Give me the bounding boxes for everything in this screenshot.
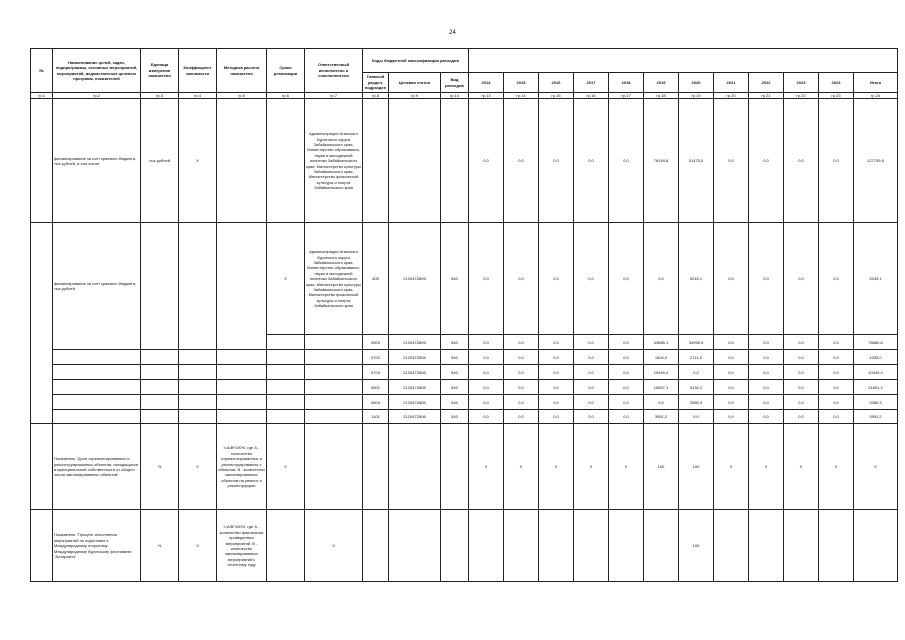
row-unit: тыс.рублей [141, 99, 179, 223]
column-number: гр.3 [141, 93, 179, 99]
column-number: гр.20 [714, 93, 749, 99]
row-name: финансирование за счет краевого бюджета, тыс.рублей, в том числе: [53, 99, 141, 223]
indicator-unit: % [141, 510, 179, 582]
header-codes: Коды бюджетной классификации расходов [363, 49, 469, 73]
column-number: гр.1 [31, 93, 53, 99]
row-value: 0,0 [749, 395, 784, 410]
row-value: 0,0 [469, 99, 504, 223]
indicator-value [714, 510, 749, 582]
row-value: 76194,8 [644, 99, 679, 223]
row-value: 0,0 [819, 223, 854, 335]
row-value: 1624,0 [644, 350, 679, 365]
row-value: 0,0 [504, 395, 539, 410]
row-value: 0,0 [469, 223, 504, 335]
row-total: 3951,2 [854, 410, 898, 424]
row-value: 0,0 [714, 410, 749, 424]
row-value: 16557,1 [644, 380, 679, 395]
indicator-value [469, 510, 504, 582]
indicator-value [819, 510, 854, 582]
column-number: гр.6 [267, 93, 305, 99]
column-number: гр.14 [504, 93, 539, 99]
indicator-value: Х [469, 424, 504, 510]
row-value: 10449,4 [644, 365, 679, 380]
row-value: 0,0 [504, 350, 539, 365]
indicator-value: Х [539, 424, 574, 510]
indicator-value: Х [749, 424, 784, 510]
indicator-value: Х [784, 424, 819, 510]
header-blank [469, 49, 898, 73]
row-value: 2711,0 [679, 350, 714, 365]
header-num: № [31, 49, 53, 93]
indicator-value: Х [714, 424, 749, 510]
row-value: 0,0 [539, 380, 574, 395]
row-value: 51475,0 [679, 99, 714, 223]
row-total: 127739,8 [854, 99, 898, 223]
row-value: 0,0 [819, 410, 854, 424]
row-section: 0503 [363, 335, 389, 350]
indicator-value: 100 [644, 424, 679, 510]
table-row [31, 410, 898, 424]
column-number: гр.24 [854, 93, 898, 99]
column-number: гр.4 [179, 93, 217, 99]
row-exptype: 540 [441, 395, 469, 410]
row-value: 0,0 [714, 365, 749, 380]
column-number: гр.23 [819, 93, 854, 99]
row-value: 0,0 [469, 395, 504, 410]
row-value: 0,0 [714, 395, 749, 410]
header-target: Целевая статья [389, 73, 441, 93]
row-value: 0,0 [539, 410, 574, 424]
row-value: 0,0 [574, 365, 609, 380]
row-coef: Х [179, 99, 217, 223]
row-value: 0,0 [819, 350, 854, 365]
column-number: гр.18 [644, 93, 679, 99]
row-value: 0,0 [784, 99, 819, 223]
row-target: 212047Z806 [389, 410, 441, 424]
header-year: 2019 [644, 73, 679, 93]
row-value: 0,0 [679, 410, 714, 424]
row-value: 0,0 [539, 365, 574, 380]
header-year: 2016 [539, 73, 574, 93]
row-target: 212047Z806 [389, 223, 441, 335]
indicator-unit: % [141, 424, 179, 510]
row-value: 0,0 [644, 223, 679, 335]
indicator-method: I=A/B*100%, где А - количество фактически проведенных мероприятий, В - количество запланированных мероприятий к отчетному году [217, 510, 267, 582]
header-total: Итого [854, 73, 898, 93]
column-number: гр.19 [679, 93, 714, 99]
row-value: 0,0 [749, 99, 784, 223]
row-section: 1101 [363, 410, 389, 424]
row-target: 212047Z806 [389, 365, 441, 380]
header-year: 2020 [679, 73, 714, 93]
indicator-name: Показатель "Процент исполнения мероприятий по подготовке к Международному открытому Международному бурятскому фестивалю "Алтаргана" [53, 510, 141, 582]
row-value: 0,0 [609, 99, 644, 223]
row-value: 0,0 [574, 350, 609, 365]
row-executor: Администрация Агинского Бурятского округа Забайкальского края, Министерство образования, науки и молодежной политики Забайкальского края, Министерство культуры Забайкальского края, Министерство физической культуры и спорта Забайкальского края [305, 99, 363, 223]
row-value: 0,0 [714, 380, 749, 395]
row-target: 212047Z806 [389, 350, 441, 365]
row-value: 0,0 [679, 365, 714, 380]
row-value: 0,0 [784, 350, 819, 365]
row-target: 212047Z806 [389, 335, 441, 350]
table-row [31, 350, 898, 365]
header-year: 2021 [714, 73, 749, 93]
row-value: 0,0 [784, 365, 819, 380]
indicator-coef: Х [179, 510, 217, 582]
table-row [31, 223, 898, 335]
header-executor: Ответственный исполнитель и соисполнители [305, 49, 363, 93]
indicator-value [574, 510, 609, 582]
table-row [31, 380, 898, 395]
table-row [31, 510, 898, 582]
row-exptype: 540 [441, 365, 469, 380]
indicator-value: Х [609, 424, 644, 510]
row-value: 0,0 [749, 410, 784, 424]
row-value: 0,0 [714, 335, 749, 350]
row-value: 0,0 [504, 99, 539, 223]
row-value: 0,0 [504, 365, 539, 380]
indicator-value [644, 510, 679, 582]
row-executor: Администрация Агинского бурятского округа Забайкальского края, Министерство образования, науки и молодежной политики Забайкальского края, Министерство культуры Забайкальского края, Министерство физической культуры и спорта Забайкальского края [305, 223, 363, 335]
indicator-value [539, 510, 574, 582]
row-value: 0,0 [714, 350, 749, 365]
row-value: 0,0 [504, 380, 539, 395]
column-number: гр.17 [609, 93, 644, 99]
column-number: гр.9 [389, 93, 441, 99]
column-number: гр.16 [574, 93, 609, 99]
row-value: 0,0 [609, 380, 644, 395]
row-value: 0,0 [749, 350, 784, 365]
indicator-value [609, 510, 644, 582]
indicator-value: 100 [679, 424, 714, 510]
table-row [31, 424, 898, 510]
indicator-value: Х [504, 424, 539, 510]
row-value: 0,0 [504, 335, 539, 350]
column-number: гр.7 [305, 93, 363, 99]
row-value: 0,0 [574, 380, 609, 395]
row-value: 0,0 [784, 410, 819, 424]
row-value: 0,0 [574, 395, 609, 410]
indicator-value: 100 [679, 510, 714, 582]
row-target: 212047Z806 [389, 380, 441, 395]
row-section: 405 [363, 223, 389, 335]
column-number: гр.13 [469, 93, 504, 99]
indicator-value [504, 510, 539, 582]
column-number: гр.22 [784, 93, 819, 99]
column-number: гр.8 [363, 93, 389, 99]
row-value: 3951,2 [644, 410, 679, 424]
row-value: 34995,5 [679, 335, 714, 350]
header-name: Наименование целей, задач, подпрограммы, основных мероприятий, мероприятий, ведомственных целевых программ, показателей [53, 49, 141, 93]
row-value: 0,0 [819, 99, 854, 223]
row-section: 0703 [363, 365, 389, 380]
row-value: 0,0 [539, 350, 574, 365]
row-value: 0,0 [749, 380, 784, 395]
indicator-total [854, 510, 898, 582]
row-value: 0,0 [749, 223, 784, 335]
row-value: 0,0 [574, 223, 609, 335]
row-value: 0,0 [819, 380, 854, 395]
row-value: 0,0 [504, 410, 539, 424]
row-value: 5243,1 [679, 223, 714, 335]
column-number: гр.2 [53, 93, 141, 99]
row-value: 0,0 [609, 350, 644, 365]
row-value: 0,0 [539, 395, 574, 410]
row-section: 0801 [363, 380, 389, 395]
row-value: 0,0 [504, 223, 539, 335]
row-exptype: 540 [441, 380, 469, 395]
indicator-term: Х [267, 424, 305, 510]
row-value: 0,0 [609, 395, 644, 410]
page-number: 24 [449, 30, 456, 36]
row-value: 0,0 [539, 99, 574, 223]
row-value: 0,0 [784, 395, 819, 410]
row-exptype: 540 [441, 410, 469, 424]
row-exptype: 540 [441, 223, 469, 335]
indicator-coef: Х [179, 424, 217, 510]
row-term: Х [267, 223, 305, 335]
row-section: 0702 [363, 350, 389, 365]
row-value: 0,0 [574, 335, 609, 350]
header-year: 2018 [609, 73, 644, 93]
row-total: 78680,6 [854, 335, 898, 350]
row-total: 10449,4 [854, 365, 898, 380]
row-value: 0,0 [609, 410, 644, 424]
table-row [31, 99, 898, 223]
table-row [31, 395, 898, 410]
header-year: 2014 [469, 73, 504, 93]
row-value: 0,0 [784, 380, 819, 395]
row-value: 0,0 [469, 380, 504, 395]
row-exptype: 540 [441, 335, 469, 350]
row-value: 0,0 [819, 395, 854, 410]
row-value: 0,0 [819, 335, 854, 350]
header-year: 2017 [574, 73, 609, 93]
row-value: 0,0 [539, 223, 574, 335]
row-value: 0,0 [714, 223, 749, 335]
indicator-value [749, 510, 784, 582]
row-value: 0,0 [469, 350, 504, 365]
row-value: 0,0 [784, 335, 819, 350]
row-total: 5243,1 [854, 223, 898, 335]
header-year: 2015 [504, 73, 539, 93]
row-value: 0,0 [749, 365, 784, 380]
header-term: Сроки реализации [267, 49, 305, 93]
row-value: 0,0 [714, 99, 749, 223]
row-value: 3389,3 [679, 395, 714, 410]
header-year: 2024 [819, 73, 854, 93]
row-value: 0,0 [784, 223, 819, 335]
row-total: 21691,2 [854, 380, 898, 395]
row-value: 0,0 [574, 410, 609, 424]
budget-table [30, 48, 898, 582]
row-section: 0804 [363, 395, 389, 410]
header-year: 2022 [749, 73, 784, 93]
header-coef: Коэффициент значимости [179, 49, 217, 93]
indicator-value: Х [574, 424, 609, 510]
row-value: 0,0 [819, 365, 854, 380]
column-number: гр.10 [441, 93, 469, 99]
row-total: 3389,3 [854, 395, 898, 410]
header-exptype: Вид расходов [441, 73, 469, 93]
indicator-value [784, 510, 819, 582]
column-number: гр.15 [539, 93, 574, 99]
indicator-value: Х [819, 424, 854, 510]
row-value: 0,0 [539, 335, 574, 350]
row-value: 0,0 [469, 335, 504, 350]
row-target: 212047Z806 [389, 395, 441, 410]
row-value: 0,0 [644, 395, 679, 410]
row-value: 5134,1 [679, 380, 714, 395]
indicator-name: Показатель "Доля отремонтированных и реконструированных объектов, находящихся в муниципальной собственности от общего числа запланированных объектов" [53, 424, 141, 510]
header-unit: Единица измерения показателя [141, 49, 179, 93]
header-method: Методика расчета показателя [217, 49, 267, 93]
row-value: 43685,1 [644, 335, 679, 350]
indicator-term: Х [305, 510, 363, 582]
row-value: 0,0 [469, 365, 504, 380]
row-total: 4335,0 [854, 350, 898, 365]
row-value: 0,0 [469, 410, 504, 424]
column-number: гр.21 [749, 93, 784, 99]
indicator-total: Х [854, 424, 898, 510]
row-value: 0,0 [609, 223, 644, 335]
header-section: Главный раздел, подраздел [363, 73, 389, 93]
row-exptype: 540 [441, 350, 469, 365]
header-year: 2023 [784, 73, 819, 93]
table-row [31, 365, 898, 380]
row-value: 0,0 [574, 99, 609, 223]
column-number: гр.5 [217, 93, 267, 99]
row-value: 0,0 [609, 365, 644, 380]
row-value: 0,0 [609, 335, 644, 350]
indicator-method: I=A/B*100%, где А - количество отремонтированных и реконструированны х объектов, В - количество запланированных объектов на ремонт и реконструкцию [217, 424, 267, 510]
row-value: 0,0 [749, 335, 784, 350]
row-name: финансирование за счет краевого бюджета, тыс.рублей [53, 223, 141, 350]
